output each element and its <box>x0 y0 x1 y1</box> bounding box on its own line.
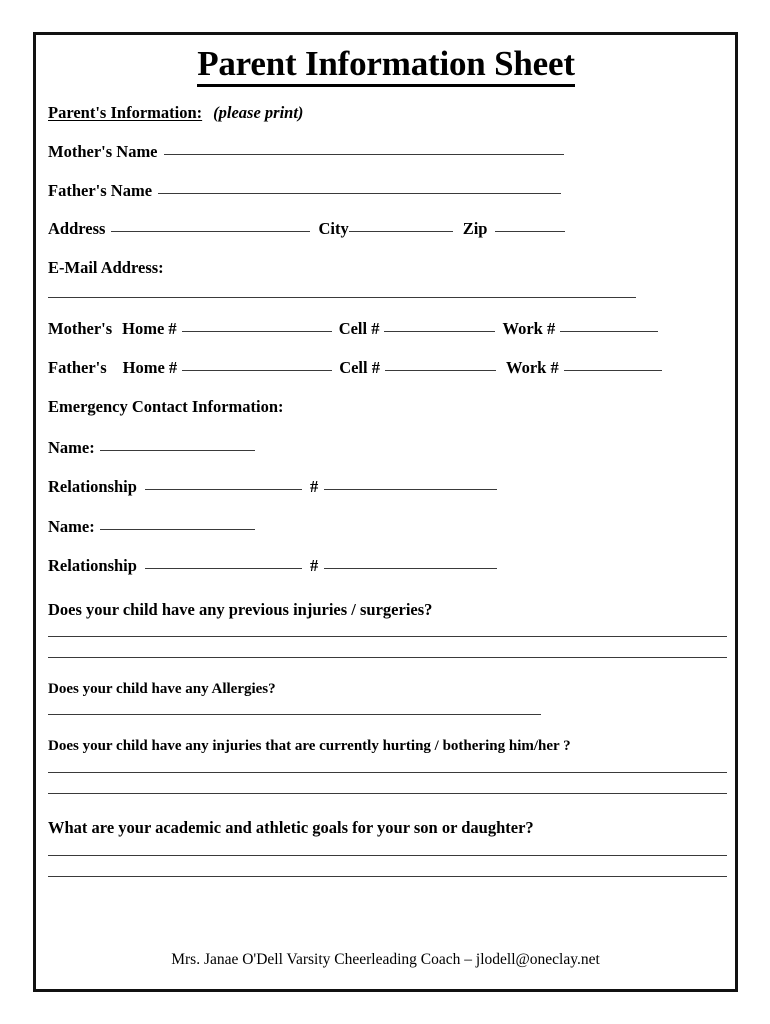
question-1-answer-line-1[interactable] <box>48 636 727 637</box>
mothers-cell-label: Cell # <box>338 319 380 339</box>
document-body <box>36 35 735 989</box>
fathers-home-input-line[interactable] <box>182 359 332 371</box>
emergency-contact-1-number-input-line[interactable] <box>324 478 497 490</box>
emergency-contact-2-name-input-line[interactable] <box>100 518 255 530</box>
question-3-row <box>48 739 724 754</box>
mothers-name-label: Mother's Name <box>48 142 158 162</box>
question-4-text: What are your academic and athletic goals for your son or daughter? <box>48 818 534 838</box>
question-4-answer-line-1[interactable] <box>48 855 727 856</box>
fathers-name-row <box>48 182 724 200</box>
email-label-row <box>48 257 724 277</box>
fathers-home-label: Home # <box>122 357 178 377</box>
please-print-note: (please print) <box>213 102 304 122</box>
fathers-work-label: Work # <box>505 357 559 377</box>
email-address-label: E-Mail Address: <box>48 257 164 277</box>
fathers-work-input-line[interactable] <box>564 359 662 371</box>
mothers-phones-row <box>48 320 724 338</box>
emergency-contact-2-number-label: # <box>309 556 319 576</box>
mothers-cell-input-line[interactable] <box>384 320 495 332</box>
question-1-row <box>48 599 724 619</box>
emergency-contact-1-relationship-label: Relationship <box>48 477 137 497</box>
emergency-contact-2-relationship-input-line[interactable] <box>145 557 302 569</box>
fathers-name-label: Father's Name <box>48 180 153 200</box>
document-page <box>33 32 738 992</box>
city-label: City <box>318 219 349 239</box>
page-title-text: Parent Information Sheet <box>197 46 575 87</box>
emergency-contact-2-relationship-label: Relationship <box>48 556 137 576</box>
mothers-work-label: Work # <box>502 319 556 339</box>
question-2-answer-line-1[interactable] <box>48 714 541 715</box>
page-title <box>48 46 724 87</box>
address-row <box>48 220 724 238</box>
emergency-contact-2-name-label: Name: <box>48 516 95 536</box>
emergency-contact-1-relationship-input-line[interactable] <box>145 478 302 490</box>
mothers-home-label: Home # <box>122 319 177 339</box>
emergency-contact-heading <box>48 399 724 416</box>
address-label: Address <box>48 219 106 239</box>
emergency-contact-1-name-row <box>48 439 724 457</box>
mothers-name-row <box>48 143 724 161</box>
email-input-line[interactable] <box>48 297 636 298</box>
emergency-contact-1-relationship-row <box>48 478 724 496</box>
question-1-answer-line-2[interactable] <box>48 657 727 658</box>
emergency-contact-1-name-label: Name: <box>48 437 95 457</box>
question-4-row <box>48 820 724 837</box>
parent-information-heading: Parent's Information: <box>48 102 203 122</box>
mothers-home-input-line[interactable] <box>182 320 332 332</box>
mothers-work-input-line[interactable] <box>560 320 658 332</box>
mothers-name-input-line[interactable] <box>164 143 564 155</box>
emergency-contact-1-number-label: # <box>309 477 319 497</box>
fathers-phones-row <box>48 359 724 377</box>
footer-text: Mrs. Janae O'Dell Varsity Cheerleading Coach – jlodell@oneclay.net <box>171 950 600 968</box>
emergency-contact-2-relationship-row <box>48 557 724 575</box>
fathers-phone-prefix: Father's <box>48 357 107 377</box>
address-input-line[interactable] <box>111 220 310 232</box>
question-3-answer-line-1[interactable] <box>48 772 727 773</box>
question-3-text: Does your child have any injuries that are currently hurting / bothering him/her ? <box>48 738 571 755</box>
question-3-answer-line-2[interactable] <box>48 793 727 794</box>
question-2-row <box>48 682 724 697</box>
fathers-cell-input-line[interactable] <box>385 359 496 371</box>
emergency-contact-2-name-row <box>48 518 724 536</box>
zip-input-line[interactable] <box>495 220 565 232</box>
emergency-contact-2-number-input-line[interactable] <box>324 557 497 569</box>
emergency-contact-heading-text: Emergency Contact Information: <box>48 397 284 417</box>
question-2-text: Does your child have any Allergies? <box>48 681 276 698</box>
question-4-answer-line-2[interactable] <box>48 876 727 877</box>
fathers-name-input-line[interactable] <box>158 182 561 194</box>
footer <box>36 952 735 968</box>
city-input-line[interactable] <box>349 220 453 232</box>
zip-label: Zip <box>462 219 488 239</box>
mothers-phone-prefix: Mother's <box>48 319 113 339</box>
fathers-cell-label: Cell # <box>339 357 380 377</box>
emergency-contact-1-name-input-line[interactable] <box>100 439 255 451</box>
parent-information-heading-row <box>48 102 724 122</box>
question-1-text: Does your child have any previous injuries / surgeries? <box>48 599 433 619</box>
